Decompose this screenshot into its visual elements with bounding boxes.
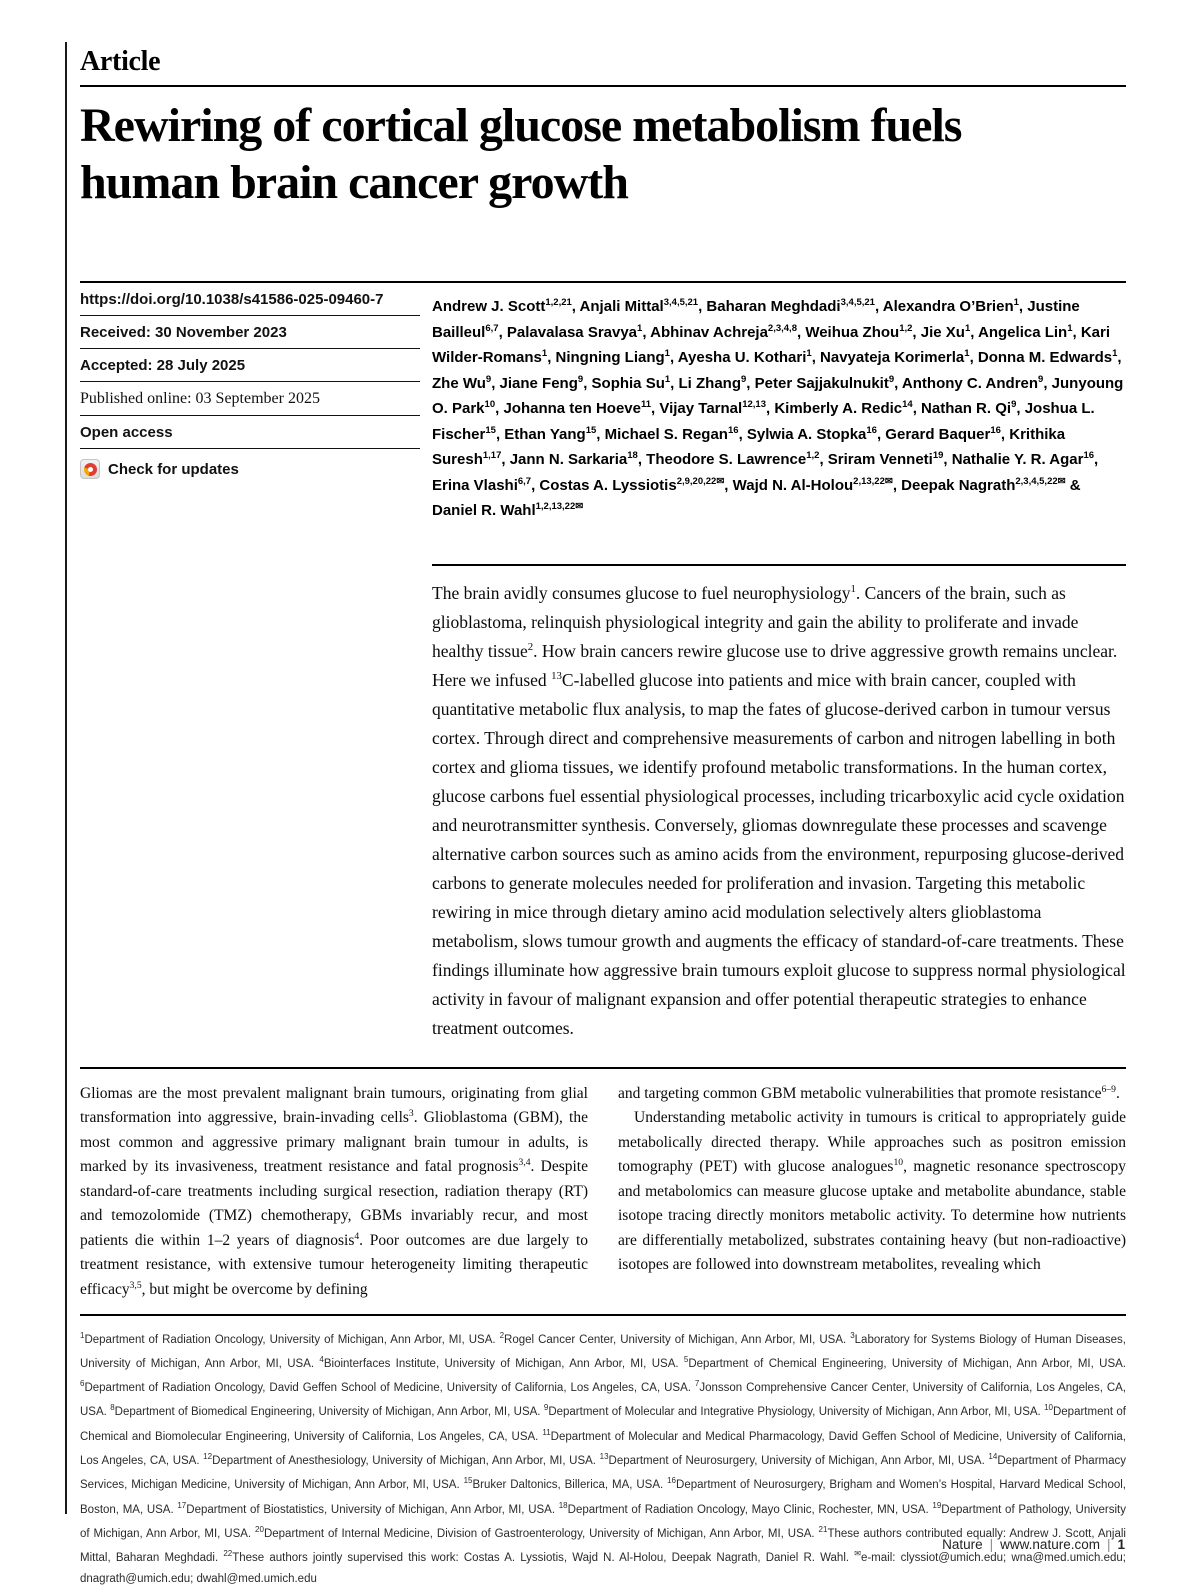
abstract-text: The brain avidly consumes glucose to fuel neurophysiology$^1$. Cancers of the brain, such as glioblastoma, relinquish physiological integrity and gain the ability to proliferate and invade healthy tissue$^2$. How brain cancers rewire glucose use to drive aggressive growth remains unclear. Here we infused $^{13}$C-labelled glucose into patients and mice with brain cancer, coupled with quantitative metabolic flux analysis, to map the fates of glucose-derived carbon in tumour versus cortex. Through direct and comprehensive measurements of carbon and nitrogen labelling in both cortex and glioma tissues, we identify profound metabolic transformations. In the human cortex, glucose carbons fuel essential physiological processes, including tricarboxylic acid cycle oxidation and neurotransmitter synthesis. Conversely, gliomas downregulate these processes and scavenge alternative carbon sources such as amino acids from the environment, repurposing glucose-derived carbons to generate molecules needed for proliferation and invasion. Targeting this metabolic rewiring in mice through dietary amino acid modulation selectively alters glioblastoma metabolism, slows tumour growth and augments the efficacy of standard-of-care treatments. These findings illuminate how aggressive brain tumours exploit glucose to suppress normal physiological activity in favour of malignant expansion and offer potential therapeutic strategies to enhance treatment outcomes. <box>432 582 1126 1038</box>
received-date: Received: 30 November 2023 <box>80 316 420 349</box>
abstract-section <box>432 564 1126 1043</box>
body-left-paragraph: Gliomas are the most prevalent malignant brain tumours, originating from glial transformation into aggressive, brain-invading cells$^3$. Glioblastoma (GBM), the most common and aggressive primary malignant brain tumour in adults, is marked by its invasiveness, treatment resistance and fatal prognosis$^{3,4}$. Despite standard-of-care treatments including surgical resection, radiation therapy (RT) and temozolomide (TMZ) chemotherapy, GBMs invariably recur, and most patients die within 1–2 years of diagnosis$^4$. Poor outcomes are due largely to treatment resistance, with extensive tumour heterogeneity limiting therapeutic efficacy$^{3,5}$, but might be overcome by defining <box>80 1084 588 1298</box>
body-right-paragraph-1: and targeting common GBM metabolic vulnerabilities that promote resistance$^{6-9}$. <box>618 1083 1120 1102</box>
left-border-rule <box>65 42 67 1514</box>
body-right-paragraph-2: Understanding metabolic activity in tumours is critical to appropriately guide metabolically directed therapy. While approaches such as positron emission tomography (PET) with glucose analogues$^{10}$, magnetic resonance spectroscopy and metabolomics can measure glucose uptake and metabolite abundance, stable isotope tracing directly monitors metabolic activity. To determine how nutrients are differentially metabolized, substrates containing heavy (but non-radioactive) isotopes are followed into downstream metabolites, revealing which <box>618 1109 1126 1273</box>
footer-separator: | <box>989 1537 994 1552</box>
page-number: 1 <box>1117 1537 1125 1552</box>
page-footer <box>942 1537 1125 1552</box>
paper-title: Rewiring of cortical glucose metabolism fuels human brain cancer growth <box>80 99 962 209</box>
body-right-column <box>618 1082 1126 1303</box>
check-for-updates-button[interactable] <box>80 449 420 486</box>
metadata-column <box>80 283 420 522</box>
open-access-label: Open access <box>80 416 420 449</box>
page-content <box>80 0 1126 1589</box>
journal-name: Nature <box>942 1537 983 1552</box>
journal-url[interactable]: www.nature.com <box>1000 1537 1100 1552</box>
doi-link[interactable]: https://doi.org/10.1038/s41586-025-09460-7 <box>80 283 420 316</box>
kicker-divider <box>80 85 1126 87</box>
crossmark-icon <box>80 459 100 479</box>
accepted-date: Accepted: 28 July 2025 <box>80 349 420 382</box>
article-kicker: Article <box>80 46 161 77</box>
check-for-updates-label: Check for updates <box>108 460 239 478</box>
meta-authors-section <box>80 283 1126 522</box>
body-columns <box>80 1069 1126 1303</box>
published-date: Published online: 03 September 2025 <box>80 382 420 416</box>
affiliations-text: $^1$Department of Radiation Oncology, University of Michigan, Ann Arbor, MI, USA. $^2$Rogel Cancer Center, University of Michigan, Ann Arbor, MI, USA. $^3$Laboratory for Systems Biology of Human Diseases, University of Michigan, Ann Arbor, MI, USA. $^4$Biointerfaces Institute, University of Michigan, Ann Arbor, MI, USA. $^5$Department of Chemical Engineering, University of Michigan, Ann Arbor, MI, USA. $^6$Department of Radiation Oncology, David Geffen School of Medicine, University of California, Los Angeles, CA, USA. $^7$Jonsson Comprehensive Cancer Center, University of California, Los Angeles, CA, USA. $^8$Department of Biomedical Engineering, University of Michigan, Ann Arbor, MI, USA. $^9$Department of Molecular and Integrative Physiology, University of Michigan, Ann Arbor, MI, USA. $^{10}$Department of Chemical and Biomolecular Engineering, University of California, Los Angeles, CA, USA. $^{11}$Department of Molecular and Medical Pharmacology, David Geffen School of Medicine, University of California, Los Angeles, CA, USA. $^{12}$Department of Anesthesiology, University of Michigan, Ann Arbor, MI, USA. $^{13}$Department of Neurosurgery, University of Michigan, Ann Arbor, MI, USA. $^{14}$Department of Pharmacy Services, Michigan Medicine, University of Michigan, Ann Arbor, MI, USA. $^{15}$Bruker Daltonics, Billerica, MA, USA. $^{16}$Department of Neurosurgery, Brigham and Women’s Hospital, Harvard Medical School, Boston, MA, USA. $^{17}$Department of Biostatistics, University of Michigan, Ann Arbor, MI, USA. $^{18}$Department of Radiation Oncology, Mayo Clinic, Rochester, MN, USA. $^{19}$Department of Pathology, University of Michigan, Ann Arbor, MI, USA. $^{20}$Department of Internal Medicine, Division of Gastroenterology, University of Michigan, Ann Arbor, MI, USA. $^{21}$These authors contributed equally: Andrew J. Scott, Anjali Mittal, Baharan Meghdadi. $^{22}$These authors jointly supervised this work: Costas A. Lyssiotis, Wajd N. Al-Holou, Deepak Nagrath, Daniel R. Wahl. ✉e-mail: clyssiot@umich.edu; wna@med.umich.edu; dnagrath@umich.edu; dwahl@med.umich.edu <box>80 1330 1127 1585</box>
body-left-column <box>80 1082 588 1303</box>
author-list: Andrew J. Scott$^{1,2,21}$, Anjali Mittal$^{3,4,5,21}$, Baharan Meghdadi$^{3,4,5,21}$, Alexandra O’Brien$^1$, Justine Bailleul$^{6,7}$, Palavalasa Sravya$^1$, Abhinav Achreja$^{2,3,4,8}$, Weihua Zhou$^{1,2}$, Jie Xu$^1$, Angelica Lin$^1$, Kari Wilder-Romans$^1$, Ningning Liang$^1$, Ayesha U. Kothari$^1$, Navyateja Korimerla$^1$, Donna M. Edwards$^1$, Zhe Wu$^9$, Jiane Feng$^9$, Sophia Su$^1$, Li Zhang$^9$, Peter Sajjakulnukit$^9$, Anthony C. Andren$^9$, Junyoung O. Park$^{10}$, Johanna ten Hoeve$^{11}$, Vijay Tarnal$^{12,13}$, Kimberly A. Redic$^{14}$, Nathan R. Qi$^9$, Joshua L. Fischer$^{15}$, Ethan Yang$^{15}$, Michael S. Regan$^{16}$, Sylwia A. Stopka$^{16}$, Gerard Baquer$^{16}$, Krithika Suresh$^{1,17}$, Jann N. Sarkaria$^{18}$, Theodore S. Lawrence$^{1,2}$, Sriram Venneti$^{19}$, Nathalie Y. R. Agar$^{16}$, Erina Vlashi$^{6,7}$, Costas A. Lyssiotis$^{2,9,20,22✉}$, Wajd N. Al-Holou$^{2,13,22✉}$, Deepak Nagrath$^{2,3,4,5,22✉}$ & Daniel R. Wahl$^{1,2,13,22✉}$ <box>432 297 1124 519</box>
footer-separator: | <box>1106 1537 1111 1552</box>
